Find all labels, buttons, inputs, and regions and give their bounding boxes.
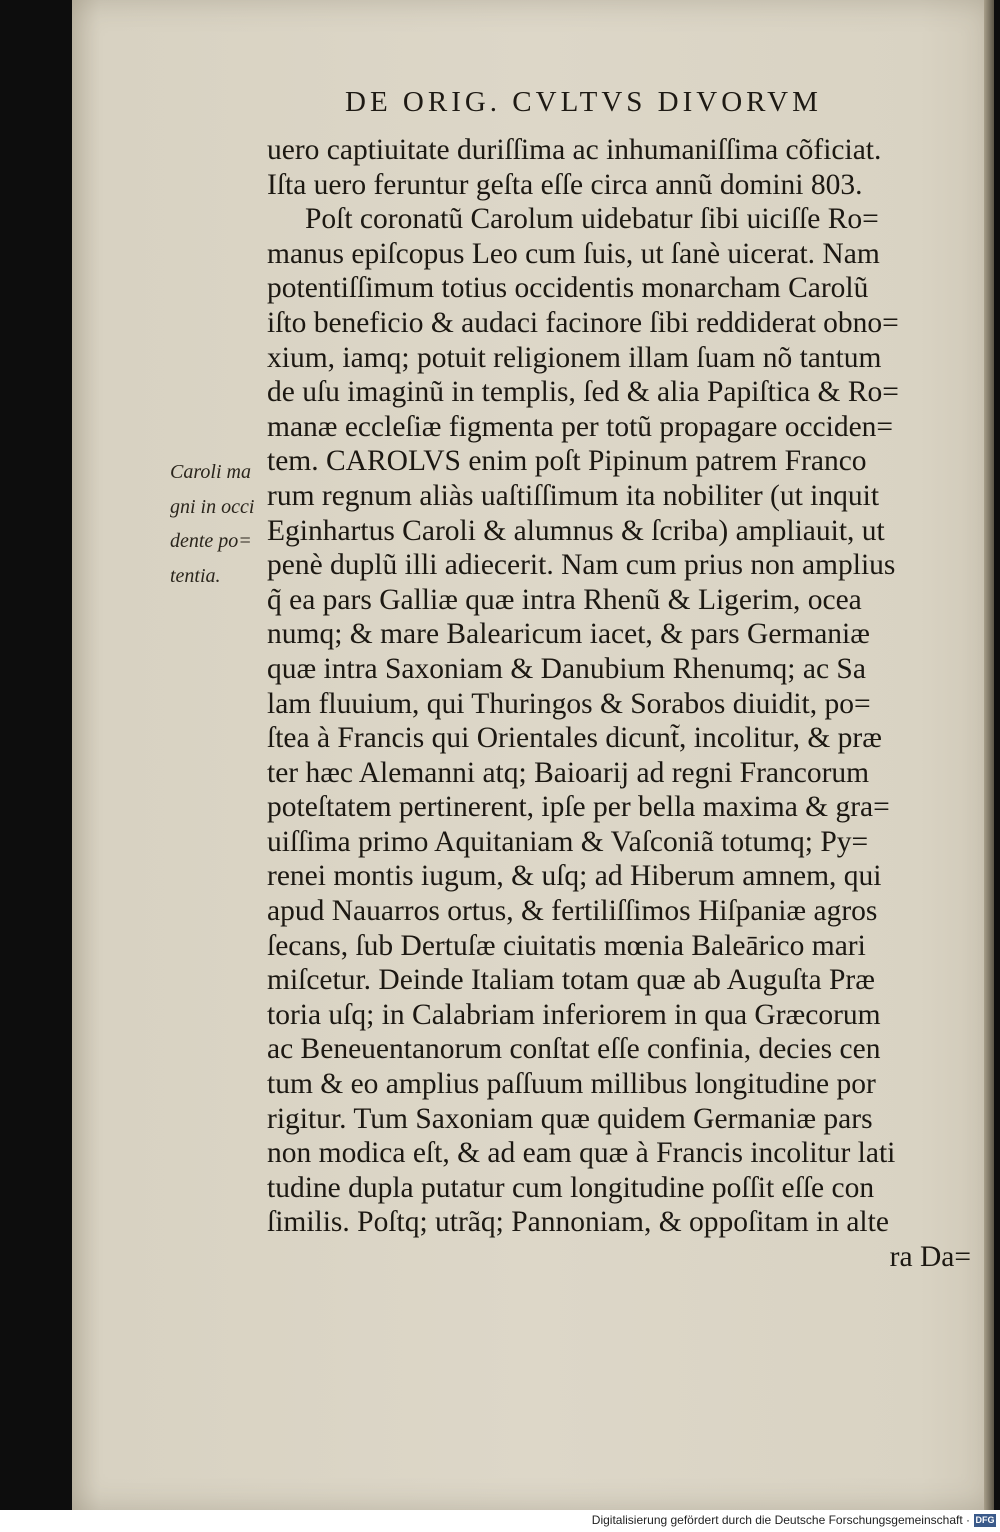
text-line: ſtea à Francis qui Orientales dicunt̃, incolitur, & præ — [267, 722, 882, 755]
text-line: numq; & mare Balearicum iacet, & pars Germaniæ — [267, 618, 870, 651]
text-line: rum regnum aliàs uaſtiſſimum ita nobiliter (ut inquit — [267, 479, 880, 512]
margin-note-line: dente po= — [170, 530, 252, 553]
running-head: DE ORIG. CVLTVS DIVORVM — [345, 86, 822, 118]
text-line: uero captiuitate duriſſima ac inhumaniſſima cõficiat. — [267, 134, 882, 166]
text-line: non modica eſt, & ad eam quæ à Francis incolitur lati — [267, 1137, 896, 1170]
catchword: ra Da= — [889, 1241, 971, 1273]
text-line: tem. CAROLVS enim poſt Pipinum patrem Franco — [267, 445, 867, 478]
text-line: xium, iamq; potuit religionem illam ſuam nõ tantum — [267, 341, 882, 374]
text-line: potentiſſimum totius occidentis monarcham Carolũ — [267, 272, 869, 305]
text-line: Eginhartus Caroli & alumnus & ſcriba) ampliauit, ut — [267, 514, 885, 547]
text-line: apud Nauarros ortus, & fertiliſſimos Hiſpaniæ agros — [267, 895, 878, 928]
text-line: iſto beneficio & audaci facinore ſibi reddiderat obno= — [267, 306, 899, 339]
text-line: miſcetur. Deinde Italiam totam quæ ab Auguſta Præ — [267, 964, 875, 997]
text-line: tum & eo amplius paſſuum millibus longitudine por — [267, 1068, 876, 1101]
text-line: de uſu imaginũ in templis, ſed & alia Papiſtica & Ro= — [267, 376, 899, 409]
footer-credit: Digitalisierung gefördert durch die Deutsche Forschungsgemeinschaft · — [591, 1513, 970, 1527]
body-text — [267, 133, 979, 1275]
text-line: tudine dupla putatur cum longitudine poſſit eſſe con — [267, 1171, 875, 1204]
text-line: rigitur. Tum Saxoniam quæ quidem Germaniæ pars — [267, 1102, 873, 1135]
text-line: ſimilis. Poſtq; utrãq; Pannoniam, & oppoſitam in alte — [267, 1206, 889, 1239]
margin-note-line: Caroli ma — [170, 461, 251, 483]
text-line: lam fluuium, qui Thuringos & Sorabos diuidit, po= — [267, 687, 871, 720]
margin-note — [170, 455, 268, 593]
text-line: quæ intra Saxoniam & Danubium Rhenumq; ac Sa — [267, 652, 866, 685]
margin-note-line: tentia. — [170, 564, 221, 587]
text-line: manæ eccleſiæ figmenta per totũ propagare occiden= — [267, 410, 894, 443]
text-line: toria uſq; in Calabriam inferiorem in qua Græcorum — [267, 998, 881, 1031]
text-line: ac Beneuentanorum conſtat eſſe confinia, decies cen — [267, 1033, 881, 1066]
text-line: penè duplũ illi adiecerit. Nam cum prius non amplius — [267, 549, 896, 582]
text-line: manus epiſcopus Leo cum ſuis, ut ſanè uicerat. Nam — [267, 237, 880, 270]
page-edge — [984, 0, 994, 1510]
text-line: poteſtatem pertinerent, ipſe per bella maxima & gra= — [267, 791, 890, 824]
text-line: Poſt coronatũ Carolum uidebatur ſibi uiciſſe Ro= — [305, 203, 879, 236]
text-line: uiſſima primo Aquitaniam & Vaſconiã totumq; Py= — [267, 825, 869, 858]
margin-note-line: gni in occi — [170, 495, 255, 518]
footer-bar — [0, 1510, 1000, 1532]
text-line: Iſta uero feruntur geſta eſſe circa annũ domini 803. — [267, 168, 863, 201]
text-line: ter hæc Alemanni atq; Baioarij ad regni Francorum — [267, 756, 870, 789]
text-line: renei montis iugum, & uſq; ad Hiberum amnem, qui — [267, 860, 882, 893]
dfg-logo-icon: DFG — [975, 1515, 995, 1525]
text-line: ſecans, ſub Dertuſæ ciuitatis mœnia Baleārico mari — [267, 929, 866, 962]
text-line: q̃ ea pars Galliæ quæ intra Rhenũ & Ligerim, ocea — [267, 583, 862, 616]
